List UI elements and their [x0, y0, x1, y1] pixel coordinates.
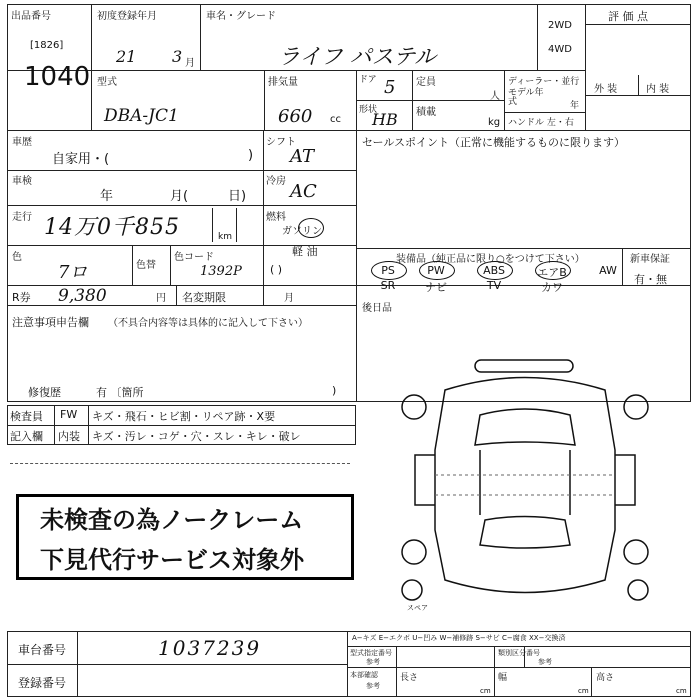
- damage-legend: A−キズ E−エクボ U−凹み W−補修跡 S−サビ C−腐食 XX−交換済: [352, 634, 566, 642]
- name-change-label: 名変期限: [182, 291, 226, 304]
- equip-circle-mark: [535, 261, 571, 280]
- dealer-label: ディーラー・並行: [508, 77, 580, 87]
- inspection-year-unit: 年: [100, 189, 114, 204]
- first-registration-year: 21: [116, 47, 137, 66]
- fuel-label: 燃料: [266, 212, 286, 223]
- length-cm: cm: [480, 687, 491, 695]
- equip-circle-mark: [371, 261, 407, 280]
- fw-text: キズ・飛石・ヒビ割・リペア跡・X要: [92, 410, 276, 423]
- yen-unit: 円: [156, 293, 166, 304]
- model-code-label: 型式: [97, 77, 117, 88]
- month-unit: 月: [185, 58, 195, 69]
- fuel-paren: ( ): [270, 263, 283, 276]
- equip-item: AW: [599, 264, 617, 277]
- inspection-label: 車検: [12, 176, 32, 187]
- door-label: ドア: [359, 75, 377, 85]
- displacement-unit: cc: [330, 114, 341, 125]
- shape-label: 形状: [359, 105, 378, 115]
- after-items-label: 後日品: [362, 303, 392, 314]
- repair-value: 有 〔箇所: [96, 386, 144, 399]
- fuel-gas-circle: [298, 218, 324, 238]
- warranty-value: 有・無: [634, 273, 667, 286]
- height-cm: cm: [676, 687, 687, 695]
- displacement: 660: [278, 106, 313, 127]
- shift-label: シフト: [266, 137, 296, 148]
- chassis-label: 車台番号: [18, 643, 67, 657]
- type-class-ref: 参考: [538, 658, 552, 666]
- int-label: 内装: [58, 430, 80, 443]
- mileage-value: 14万0千855: [44, 215, 180, 240]
- history-paren: ): [248, 148, 254, 163]
- width-label: 幅: [498, 673, 508, 683]
- ac-value: AC: [290, 181, 317, 202]
- hq-confirm-ref: 参考: [366, 682, 380, 690]
- color-value: 7ロ: [58, 262, 88, 283]
- equip-label: 装備品（純正品に限り○をつけて下さい）: [396, 254, 585, 265]
- inspector-label: 検査員: [10, 410, 43, 423]
- interior-label: 内 装: [646, 84, 670, 95]
- lot-number: 1040: [24, 62, 91, 92]
- equip-item: ナビ: [425, 281, 447, 294]
- equip-item: TV: [486, 279, 502, 292]
- int-text: キズ・汚レ・コゲ・穴・スレ・キレ・破レ: [92, 430, 301, 443]
- load-label: 積載: [416, 107, 436, 118]
- model-name-label: 車名・グレード: [206, 11, 276, 22]
- equip-item: カワ: [541, 281, 563, 294]
- history-label: 車歴: [12, 137, 32, 148]
- height-label: 高さ: [596, 673, 615, 683]
- equip-item: PW: [427, 264, 445, 277]
- model-year-label: モデル年式: [508, 88, 544, 107]
- model-name: ライフ パステル: [278, 45, 437, 70]
- exterior-label: 外 装: [594, 84, 618, 95]
- body-shape: HB: [372, 110, 398, 129]
- door-count: 5: [384, 77, 396, 98]
- stamp-line-1: 未検査の為ノークレーム: [40, 506, 304, 534]
- notes-hint: （不具合内容等は具体的に記入して下さい）: [108, 318, 308, 329]
- equip-item: エアB: [537, 266, 567, 279]
- repair-paren: ): [332, 384, 337, 397]
- color-code: 1392P: [200, 264, 242, 279]
- drive-4wd: 4WD: [548, 44, 572, 55]
- inspection-month-unit: 月(: [170, 189, 189, 204]
- ac-label: 冷房: [266, 176, 286, 187]
- repair-label: 修復歴: [28, 386, 61, 399]
- notes-label: 注意事項申告欄: [12, 316, 89, 329]
- recycle-value: 9,380: [58, 286, 107, 306]
- color-code-label: 色コード: [174, 252, 214, 263]
- registration-label: 登録番号: [18, 676, 67, 690]
- car-damage-diagram: [400, 355, 650, 615]
- equip-item: PS: [381, 264, 395, 277]
- model-designation-label: 型式指定番号: [350, 649, 392, 657]
- capacity-label: 定員: [416, 77, 436, 88]
- fuel-gas: ガソリン: [282, 226, 322, 237]
- new-warranty-label: 新車保証: [630, 254, 670, 265]
- color-label: 色: [12, 252, 22, 263]
- length-label: 長さ: [400, 673, 419, 683]
- load-unit: kg: [488, 117, 501, 128]
- model-designation-ref: 参考: [366, 658, 380, 666]
- first-registration-month: 3: [172, 47, 183, 66]
- recycle-label: R券: [12, 291, 31, 304]
- color-change-label: 色替: [136, 260, 156, 271]
- shift-value: AT: [290, 146, 315, 167]
- rating-label: 評 価 点: [608, 10, 648, 23]
- sales-point-label: セールスポイント（正常に機能するものに限ります）: [362, 136, 626, 149]
- handle-label: ハンドル 左・右: [508, 118, 574, 128]
- lot-code: [1826]: [30, 40, 64, 51]
- capacity-unit: 人: [490, 91, 500, 102]
- type-class-label: 類別区分番号: [498, 649, 540, 657]
- fw-label: FW: [60, 408, 78, 421]
- history-value: 自家用・(: [52, 152, 110, 167]
- lot-number-label: 出品番号: [11, 11, 51, 22]
- inspection-day-unit: 日): [228, 189, 247, 204]
- hq-confirm-label: 本部確認: [350, 671, 378, 679]
- model-code: DBA-JC1: [104, 106, 179, 126]
- displacement-label: 排気量: [268, 77, 298, 88]
- equip-item: SR: [380, 279, 396, 292]
- width-cm: cm: [578, 687, 589, 695]
- km-unit: km: [218, 232, 232, 242]
- chassis-value: 1037239: [158, 636, 262, 660]
- name-change-unit: 月: [284, 293, 294, 304]
- fuel-diesel: 軽 油: [292, 245, 318, 258]
- stamp-line-2: 下見代行サービス対象外: [40, 546, 304, 574]
- model-year-unit: 年: [570, 101, 580, 111]
- mileage-label: 走行: [12, 212, 32, 223]
- spare-label: スペア: [407, 604, 428, 612]
- equip-item: ABS: [483, 264, 505, 277]
- equip-circle-mark: [477, 261, 513, 280]
- equip-circle-mark: [419, 261, 455, 280]
- drive-2wd: 2WD: [548, 20, 572, 31]
- first-registration-label: 初度登録年月: [97, 11, 157, 22]
- record-label: 記入欄: [10, 430, 43, 443]
